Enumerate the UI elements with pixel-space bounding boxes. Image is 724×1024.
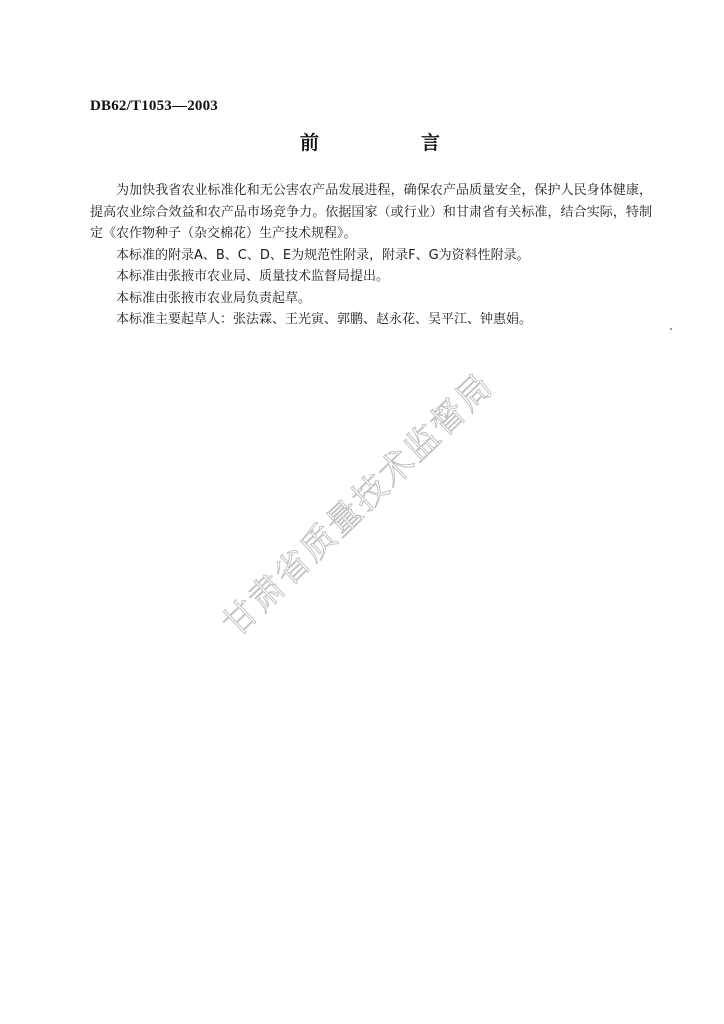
paragraph-purpose: 为加快我省农业标准化和无公害农产品发展进程，确保农产品质量安全，保护人民身体健康，提高农业综合效益和农产品市场竞争力。依据国家（或行业）和甘肃省有关标准，结合实际，特制定《农作物种子（杂交棉花）生产技术规程》。 [90,183,652,241]
paragraph-proposer: 本标准由张掖市农业局、质量技术监督局提出。 [116,269,390,284]
paragraph-authors: 本标准主要起草人：张法霖、王光寅、郭鹏、赵永花、吴平江、钟惠娟。 [116,312,533,327]
page-title [300,128,440,155]
stray-dot [670,328,672,330]
foreword-body [90,180,652,331]
paragraph-appendix: 本标准的附录A、B、C、D、E为规范性附录，附录F、G为资料性附录。 [116,247,530,263]
title-char-right: 言 [420,132,440,154]
standard-code: DB62/T1053—2003 [90,98,219,114]
title-char-left: 前 [300,132,320,154]
paragraph-drafter: 本标准由张掖市农业局负责起草。 [116,290,312,306]
watermark-stamp: 甘肃省质量技术监督局 [215,365,502,645]
